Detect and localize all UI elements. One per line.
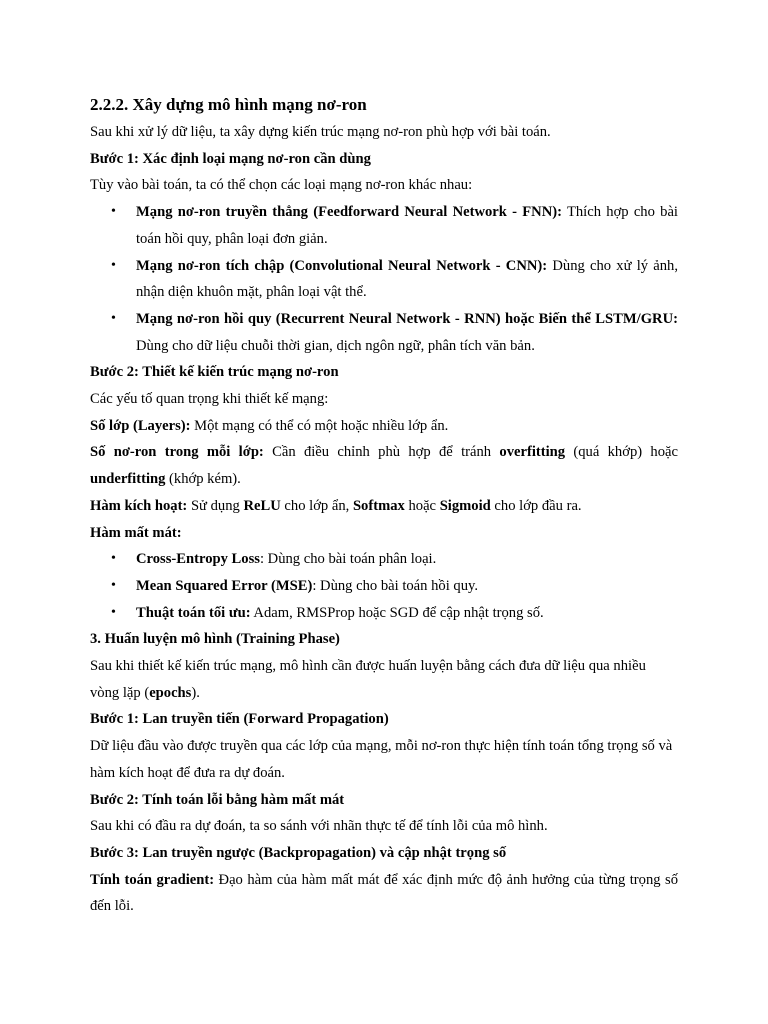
list-item: • Thuật toán tối ưu: Adam, RMSProp hoặc SGD để cập nhật trọng số.: [90, 600, 678, 627]
intro-paragraph: Sau khi xử lý dữ liệu, ta xây dựng kiến trúc mạng nơ-ron phù hợp với bài toán.: [90, 124, 551, 140]
bullet-icon: •: [111, 577, 116, 593]
train-step2-title: Bước 2: Tính toán lỗi bằng hàm mất mát: [90, 791, 345, 808]
gradient-paragraph: Tính toán gradient: Đạo hàm của hàm mất mát để xác định mức độ ảnh hưởng của từng trọng số đến lỗi.: [90, 871, 678, 915]
train-step1-title: Bước 1: Lan truyền tiến (Forward Propagation): [90, 711, 389, 728]
list-item: • Mean Squared Error (MSE): Dùng cho bài toán hồi quy.: [90, 573, 678, 600]
network-types-list: [90, 199, 678, 359]
train-step1-desc: Dữ liệu đầu vào được truyền qua các lớp của mạng, mỗi nơ-ron thực hiện tính toán tổng trọng số và hàm kích hoạt để đưa ra dự đoán.: [90, 738, 673, 781]
bullet-icon: •: [111, 257, 116, 273]
loss-title: Hàm mất mát:: [90, 524, 182, 541]
neurons-paragraph: Số nơ-ron trong mỗi lớp: Cần điều chỉnh phù hợp để tránh overfitting (quá khớp) hoặc underfitting (khớp kém).: [90, 444, 678, 488]
section3-title: 3. Huấn luyện mô hình (Training Phase): [90, 631, 340, 648]
section3-desc: Sau khi thiết kế kiến trúc mạng, mô hình cần được huấn luyện bằng cách đưa dữ liệu qua nhiều vòng lặp (epochs).: [90, 658, 646, 701]
list-item: • Mạng nơ-ron truyền thẳng (Feedforward Neural Network - FNN): Thích hợp cho bài toán hồi quy, phân loại đơn giản.: [90, 199, 678, 252]
step1-title: Bước 1: Xác định loại mạng nơ-ron cần dùng: [90, 150, 371, 167]
activation-paragraph: Hàm kích hoạt: Sử dụng ReLU cho lớp ẩn, Softmax hoặc Sigmoid cho lớp đầu ra.: [90, 497, 582, 514]
list-item: • Cross-Entropy Loss: Dùng cho bài toán phân loại.: [90, 546, 678, 573]
bullet-icon: •: [111, 604, 116, 620]
layers-paragraph: Số lớp (Layers): Một mạng có thể có một hoặc nhiều lớp ẩn.: [90, 417, 449, 434]
section-heading: 2.2.2. Xây dựng mô hình mạng nơ-ron: [90, 95, 367, 114]
step1-desc: Tùy vào bài toán, ta có thể chọn các loại mạng nơ-ron khác nhau:: [90, 177, 473, 194]
train-step2-desc: Sau khi có đầu ra dự đoán, ta so sánh với nhãn thực tế để tính lỗi của mô hình.: [90, 818, 548, 835]
step2-title: Bước 2: Thiết kế kiến trúc mạng nơ-ron: [90, 364, 339, 381]
loss-list: [90, 546, 678, 626]
bullet-icon: •: [111, 204, 116, 220]
list-item: • Mạng nơ-ron tích chập (Convolutional Neural Network - CNN): Dùng cho xử lý ảnh, nhận diện khuôn mặt, phân loại vật thể.: [90, 253, 678, 306]
document-body: [90, 93, 678, 920]
bullet-icon: •: [111, 551, 116, 567]
list-item: • Mạng nơ-ron hồi quy (Recurrent Neural Network - RNN) hoặc Biến thể LSTM/GRU: Dùng cho dữ liệu chuỗi thời gian, dịch ngôn ngữ, phân tích văn bản.: [90, 306, 678, 359]
step2-desc: Các yếu tố quan trọng khi thiết kế mạng:: [90, 391, 329, 408]
bullet-icon: •: [111, 310, 116, 326]
train-step3-title: Bước 3: Lan truyền ngược (Backpropagation) và cập nhật trọng số: [90, 844, 507, 861]
